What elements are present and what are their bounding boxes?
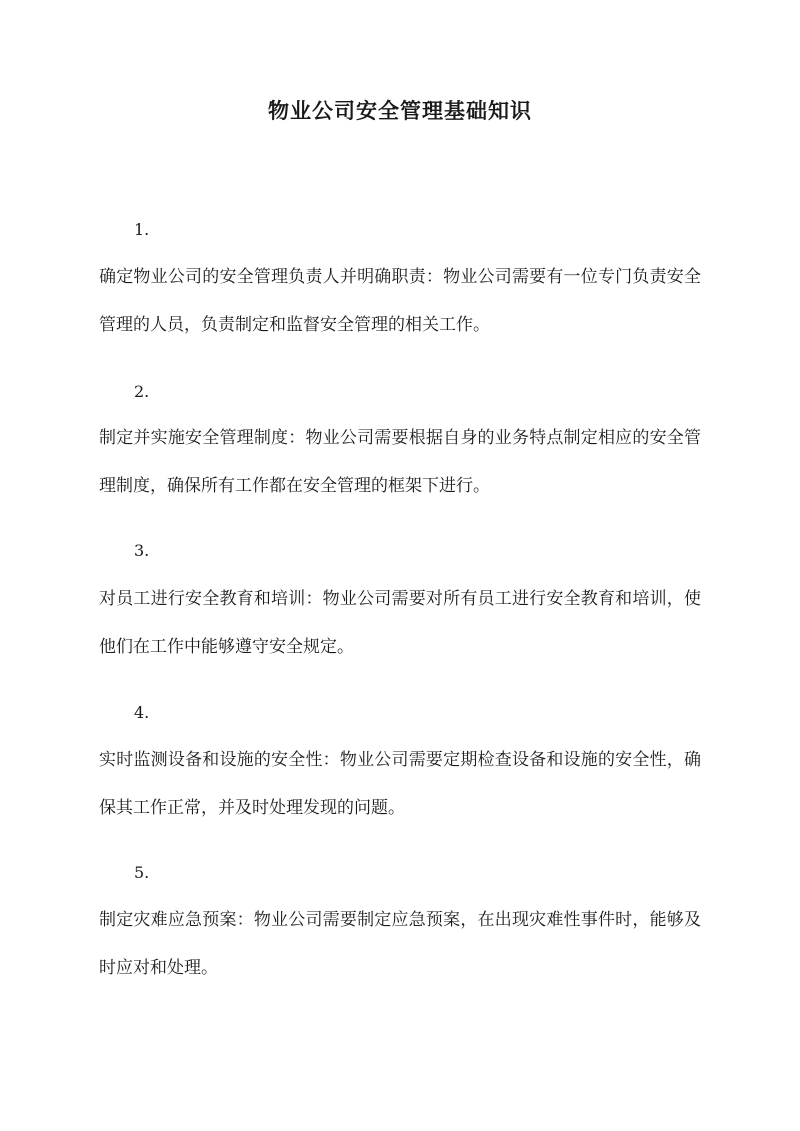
page-title: 物业公司安全管理基础知识 (268, 98, 532, 123)
item-text: 实时监测设备和设施的安全性：物业公司需要定期检查设备和设施的安全性，确保其工作正常，并及时处理发现的问题。 (99, 750, 701, 818)
item-text: 制定并实施安全管理制度：物业公司需要根据自身的业务特点制定相应的安全管理制度，确保所有工作都在安全管理的框架下进行。 (99, 428, 701, 496)
item-number: 4. (134, 703, 150, 722)
item-number: 5. (134, 863, 150, 882)
item-text: 制定灾难应急预案：物业公司需要制定应急预案，在出现灾难性事件时，能够及时应对和处理。 (99, 910, 701, 978)
item-text: 确定物业公司的安全管理负责人并明确职责：物业公司需要有一位专门负责安全管理的人员，负责制定和监督安全管理的相关工作。 (99, 267, 701, 335)
item-number: 3. (134, 541, 150, 560)
item-number: 1. (134, 220, 150, 239)
item-number: 2. (134, 382, 150, 401)
item-text: 对员工进行安全教育和培训：物业公司需要对所有员工进行安全教育和培训，使他们在工作中能够遵守安全规定。 (99, 589, 701, 657)
